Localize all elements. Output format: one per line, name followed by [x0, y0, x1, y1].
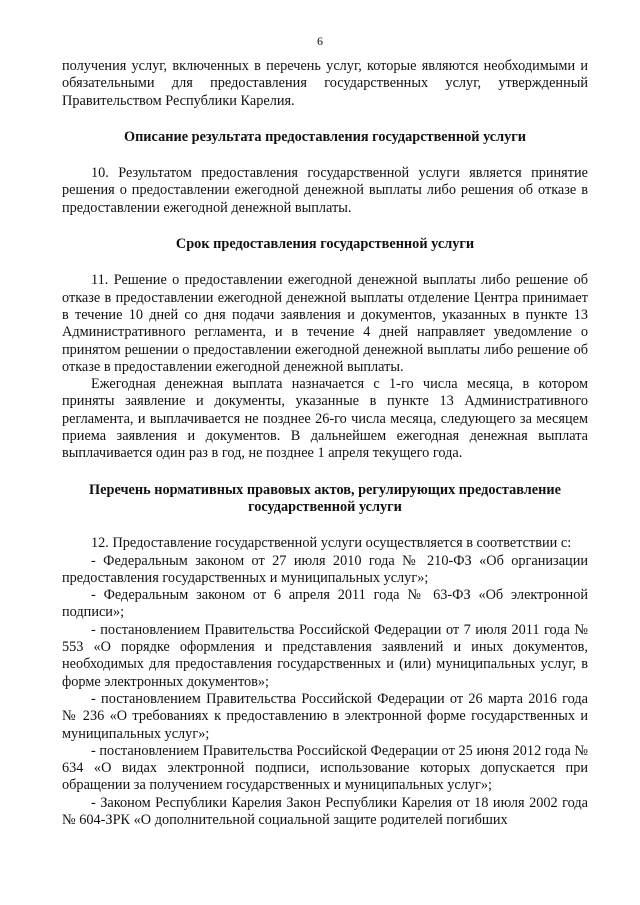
continuation-paragraph: получения услуг, включенных в перечень услуг, которые являются необходимыми и обязательными для предоставления государственных услуг, утвержденный Правительством Республики Карелия. [62, 58, 588, 109]
legal-act-item: - Федеральным законом от 6 апреля 2011 года № 63-ФЗ «Об электронной подписи»; [62, 587, 588, 621]
paragraph-11: 11. Решение о предоставлении ежегодной денежной выплаты либо решение об отказе в предоставлении ежегодной денежной выплаты отделение Центра принимает в течение 10 дней со дня подачи заявления и документов, указанных в пункте 13 Административного регламента, и в течение 4 дней направляет уведомление о принятом решении о предоставлении ежегодной денежной выплаты либо решение об отказе в предоставлении ежегодной денежной выплаты. [62, 272, 588, 375]
legal-act-item: - постановлением Правительства Российской Федерации от 25 июня 2012 года № 634 «О видах электронной подписи, использование которых допускается при обращении за получением государственных и муниципальных услуг»; [62, 742, 588, 794]
heading-result: Описание результата предоставления государственной услуги [123, 128, 527, 145]
document-body [62, 58, 588, 829]
page-number: 6 [317, 34, 323, 48]
paragraph-11-annual-payment: Ежегодная денежная выплата назначается с 1-го числа месяца, в котором приняты заявление и документы, указанные в пункте 13 Административного регламента, и выплачивается не позднее 26-го числа месяца, следующего за месяцем приема заявления и документов. В дальнейшем ежегодная денежная выплата выплачивается один раз в год, не позднее 1 апреля текущего года. [62, 376, 588, 462]
heading-term: Срок предоставления государственной услуги [175, 236, 475, 253]
paragraph-10: 10. Результатом предоставления государственной услуги является принятие решения о предоставлении ежегодной денежной выплаты либо решения об отказе в предоставлении ежегодной денежной выплаты. [62, 165, 588, 216]
paragraph-12: 12. Предоставление государственной услуги осуществляется в соответствии с: [91, 535, 572, 552]
legal-act-item: - постановлением Правительства Российской Федерации от 26 марта 2016 года № 236 «О требованиях к предоставлению в электронной форме государственных и муниципальных услуг»; [62, 690, 588, 742]
legal-act-item: - постановлением Правительства Российской Федерации от 7 июля 2011 года № 553 «О порядке оформления и представления заявлений и иных документов, необходимых для предоставления государственных и (или) муниципальных услуг, в форме электронных документов»; [62, 621, 588, 690]
heading-legal-acts: Перечень нормативных правовых актов, регулирующих предоставление государственной услуги [89, 481, 561, 515]
legal-act-item: - Федеральным законом от 27 июля 2010 года № 210-ФЗ «Об организации предоставления государственных и муниципальных услуг»; [62, 552, 588, 586]
legal-act-item: - Законом Республики Карелия Закон Республики Карелия от 18 июля 2002 года № 604-ЗРК «О дополнительной социальной защите родителей погибших [62, 794, 588, 828]
